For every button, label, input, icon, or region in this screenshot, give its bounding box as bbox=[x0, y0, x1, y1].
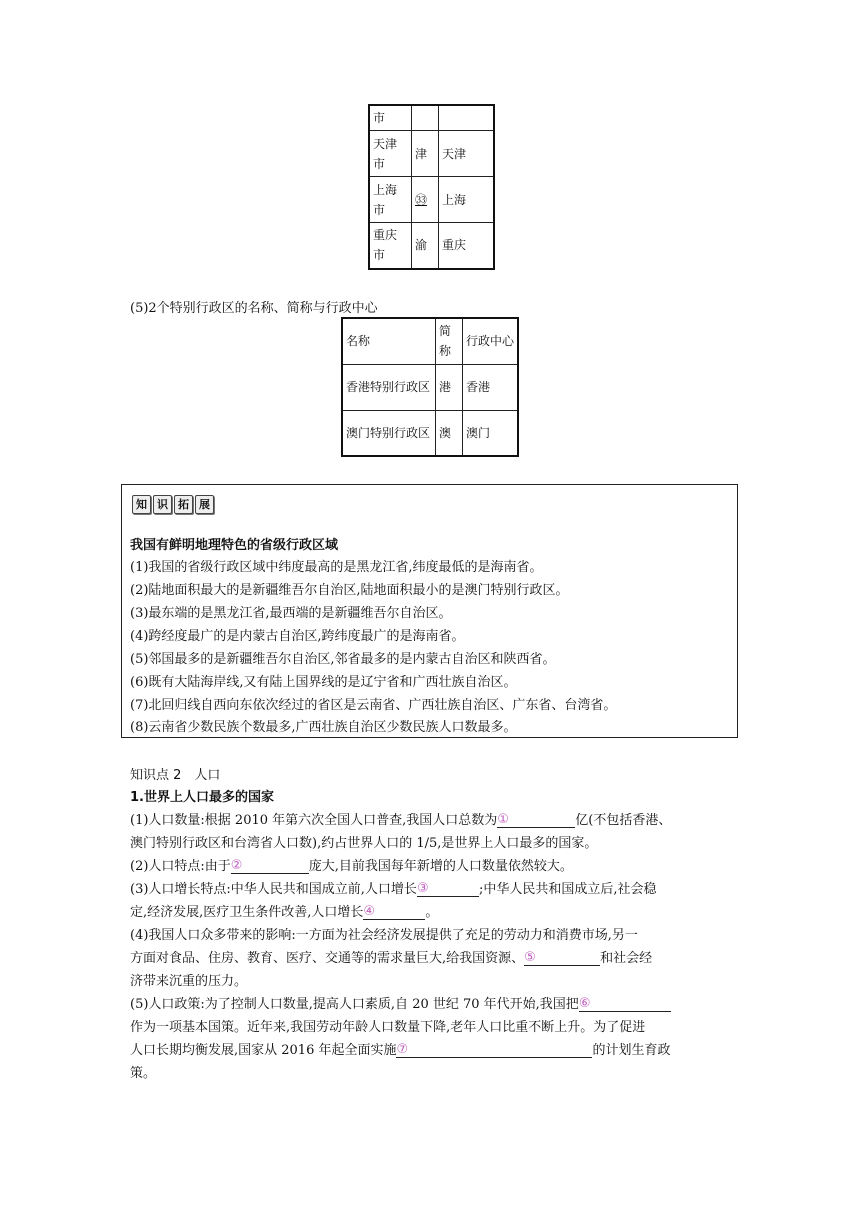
text: 人口长期均衡发展,国家从 2016 年起全面实施 bbox=[130, 1043, 397, 1058]
blank-marker-33: ㉝ bbox=[412, 177, 439, 223]
paragraph-line bbox=[130, 855, 573, 874]
text: 庞大,目前我国每年新增的人口数量依然较大。 bbox=[308, 859, 573, 874]
table-cell: 津 bbox=[412, 131, 439, 177]
text: (3)人口增长特点:中华人民共和国成立前,人口增长 bbox=[130, 882, 417, 897]
knowledge-point-heading: 知识点 2 人口 bbox=[130, 768, 221, 783]
text: 和社会经 bbox=[600, 951, 653, 966]
municipality-table bbox=[368, 104, 495, 270]
paragraph-line: 澳门特别行政区和台湾省人口数),约占世界人口的 1/5,是世界上人口最多的国家。 bbox=[130, 836, 598, 851]
text: 方面对食品、住房、教育、医疗、交通等的需求量巨大,给我国资源、 bbox=[130, 951, 525, 966]
table-cell bbox=[439, 105, 495, 131]
table-header: 简称 bbox=[436, 318, 463, 364]
text: (2)人口特点:由于 bbox=[130, 859, 231, 874]
knowledge-item: (6)既有大陆海岸线,又有陆上国界线的是辽宁省和广西壮族自治区。 bbox=[130, 675, 517, 690]
blank-field-3[interactable] bbox=[417, 881, 479, 897]
blank-field-7[interactable] bbox=[396, 1042, 592, 1058]
table-cell: 香港 bbox=[463, 364, 519, 410]
blank-field-5[interactable] bbox=[524, 950, 600, 966]
table-cell: 港 bbox=[436, 364, 463, 410]
paragraph-line bbox=[130, 1039, 671, 1058]
blank-marker: ④ bbox=[363, 904, 376, 919]
paragraph-line bbox=[130, 901, 438, 920]
paragraph-line bbox=[130, 809, 671, 828]
text: 亿(不包括香港、 bbox=[575, 813, 672, 828]
table-cell bbox=[412, 105, 439, 131]
knowledge-item: (7)北回归线自西向东依次经过的省区是云南省、广西壮族自治区、广东省、台湾省。 bbox=[130, 698, 617, 713]
text: (1)人口数量:根据 2010 年第六次全国人口普查,我国人口总数为 bbox=[130, 813, 498, 828]
knowledge-item: (8)云南省少数民族个数最多,广西壮族自治区少数民族人口数最多。 bbox=[130, 720, 517, 735]
table-cell: 天津市 bbox=[369, 131, 412, 177]
knowledge-item: (5)邻国最多的是新疆维吾尔自治区,邻省最多的是内蒙古自治区和陕西省。 bbox=[130, 652, 556, 667]
section-5-heading: (5)2个特别行政区的名称、简称与行政中心 bbox=[130, 301, 378, 316]
blank-field-2[interactable] bbox=[231, 858, 309, 874]
paragraph-line: 策。 bbox=[130, 1066, 157, 1081]
paragraph-line bbox=[130, 878, 656, 897]
table-cell: 上海 bbox=[439, 177, 495, 223]
table-cell: 上海市 bbox=[369, 177, 412, 223]
table-header: 行政中心 bbox=[463, 318, 519, 364]
paragraph-line bbox=[130, 993, 671, 1012]
blank-marker: ① bbox=[497, 812, 509, 827]
blank-marker: ③ bbox=[416, 881, 429, 896]
text: ;中华人民共和国成立后,社会稳 bbox=[478, 882, 657, 897]
blank-marker: ② bbox=[230, 858, 243, 873]
table-cell: 澳 bbox=[436, 410, 463, 456]
text: 。 bbox=[425, 905, 439, 920]
blank-field-6[interactable] bbox=[579, 996, 671, 1012]
paragraph-line: 济带来沉重的压力。 bbox=[130, 974, 248, 989]
paragraph-line: 作为一项基本国策。近年来,我国劳动年龄人口数量下降,老年人口比重不断上升。为了促进 bbox=[130, 1020, 646, 1035]
table-cell: 渝 bbox=[412, 223, 439, 269]
badge-char: 知 bbox=[132, 495, 151, 514]
badge-char: 识 bbox=[153, 495, 172, 514]
paragraph-line bbox=[130, 947, 652, 966]
blank-field-1[interactable] bbox=[497, 812, 575, 828]
knowledge-extension-badge bbox=[132, 495, 214, 514]
table-cell: 天津 bbox=[439, 131, 495, 177]
knowledge-item: (1)我国的省级行政区域中纬度最高的是黑龙江省,纬度最低的是海南省。 bbox=[130, 560, 543, 575]
knowledge-item: (4)跨经度最广的是内蒙古自治区,跨纬度最广的是海南省。 bbox=[130, 629, 465, 644]
table-cell: 市 bbox=[369, 105, 412, 131]
badge-char: 拓 bbox=[174, 495, 193, 514]
paragraph-line: (4)我国人口众多带来的影响:一方面为社会经济发展提供了充足的劳动力和消费市场,另一 bbox=[130, 928, 638, 943]
blank-field-4[interactable] bbox=[363, 904, 425, 920]
knowledge-item: (2)陆地面积最大的是新疆维吾尔自治区,陆地面积最小的是澳门特别行政区。 bbox=[130, 583, 569, 598]
table-cell: 澳门特别行政区 bbox=[342, 410, 436, 456]
table-cell: 澳门 bbox=[463, 410, 519, 456]
subheading: 1.世界上人口最多的国家 bbox=[130, 790, 274, 805]
text: 的计划生育政 bbox=[592, 1043, 671, 1058]
badge-char: 展 bbox=[195, 495, 214, 514]
table-header: 名称 bbox=[342, 318, 436, 364]
blank-marker: ⑥ bbox=[578, 996, 591, 1011]
table-cell: 重庆 bbox=[439, 223, 495, 269]
special-region-table bbox=[341, 317, 519, 457]
table-cell: 香港特别行政区 bbox=[342, 364, 436, 410]
table-cell: 重庆市 bbox=[369, 223, 412, 269]
knowledge-item: (3)最东端的是黑龙江省,最西端的是新疆维吾尔自治区。 bbox=[130, 606, 452, 621]
text: 定,经济发展,医疗卫生条件改善,人口增长 bbox=[130, 905, 364, 920]
blank-marker: ⑤ bbox=[524, 950, 536, 965]
knowledge-box-title: 我国有鲜明地理特色的省级行政区域 bbox=[130, 538, 339, 553]
text: (5)人口政策:为了控制人口数量,提高人口素质,自 20 世纪 70 年代开始,我国把 bbox=[130, 997, 579, 1012]
blank-marker: ⑦ bbox=[396, 1042, 409, 1057]
